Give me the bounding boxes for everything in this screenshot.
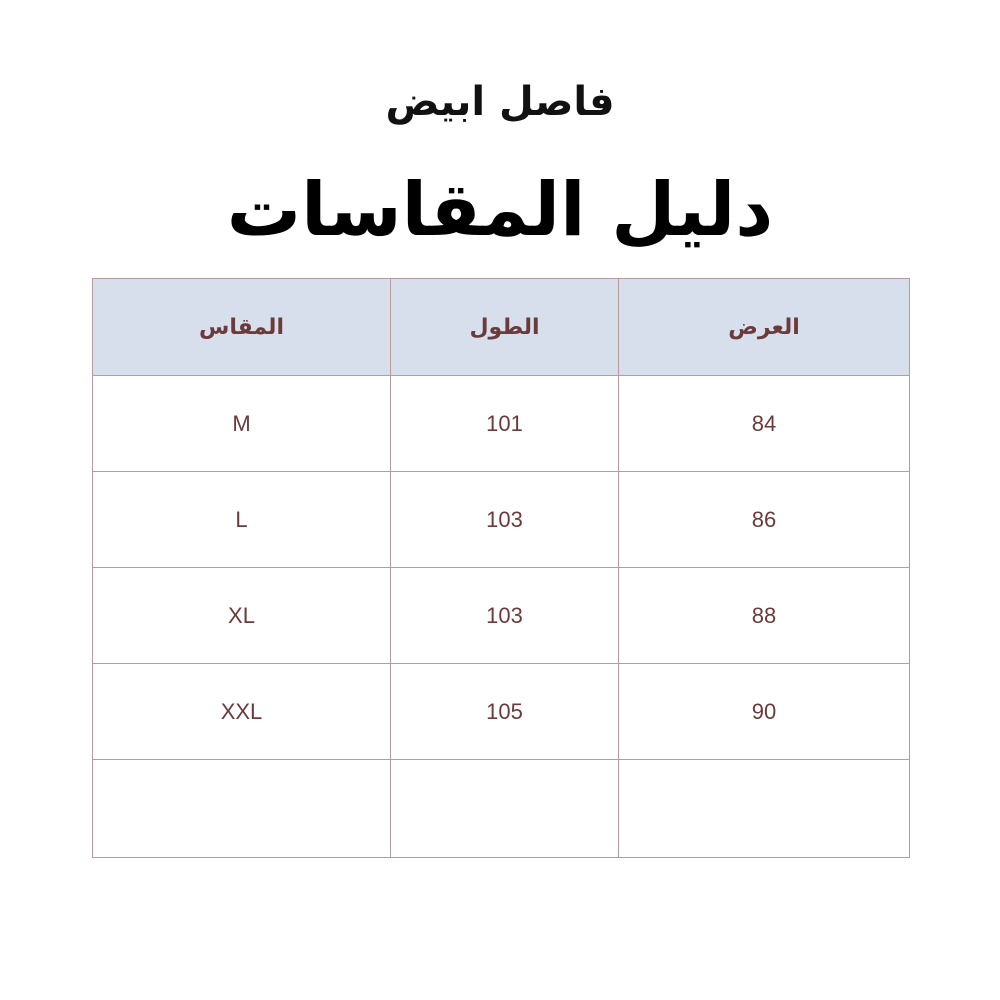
cell-size (93, 760, 391, 858)
table-row-empty (93, 760, 910, 858)
cell-length: 101 (391, 376, 619, 472)
cell-size: L (93, 472, 391, 568)
column-header-length: الطول (391, 279, 619, 376)
table-row (93, 568, 910, 664)
cell-width: 88 (619, 568, 910, 664)
cell-width: 86 (619, 472, 910, 568)
cell-width: 84 (619, 376, 910, 472)
cell-size: M (93, 376, 391, 472)
page-title: دليل المقاسات (226, 167, 774, 253)
cell-size: XL (93, 568, 391, 664)
cell-length: 103 (391, 472, 619, 568)
table-row (93, 472, 910, 568)
table-header-row (93, 279, 910, 376)
size-table (92, 278, 910, 858)
table-row (93, 664, 910, 760)
cell-length: 103 (391, 568, 619, 664)
cell-width (619, 760, 910, 858)
table-row (93, 376, 910, 472)
cell-length: 105 (391, 664, 619, 760)
column-header-width: العرض (619, 279, 910, 376)
cell-size: XXL (93, 664, 391, 760)
cell-width: 90 (619, 664, 910, 760)
column-header-size: المقاس (93, 279, 391, 376)
subtitle: فاصل ابيض (385, 79, 615, 125)
cell-length (391, 760, 619, 858)
